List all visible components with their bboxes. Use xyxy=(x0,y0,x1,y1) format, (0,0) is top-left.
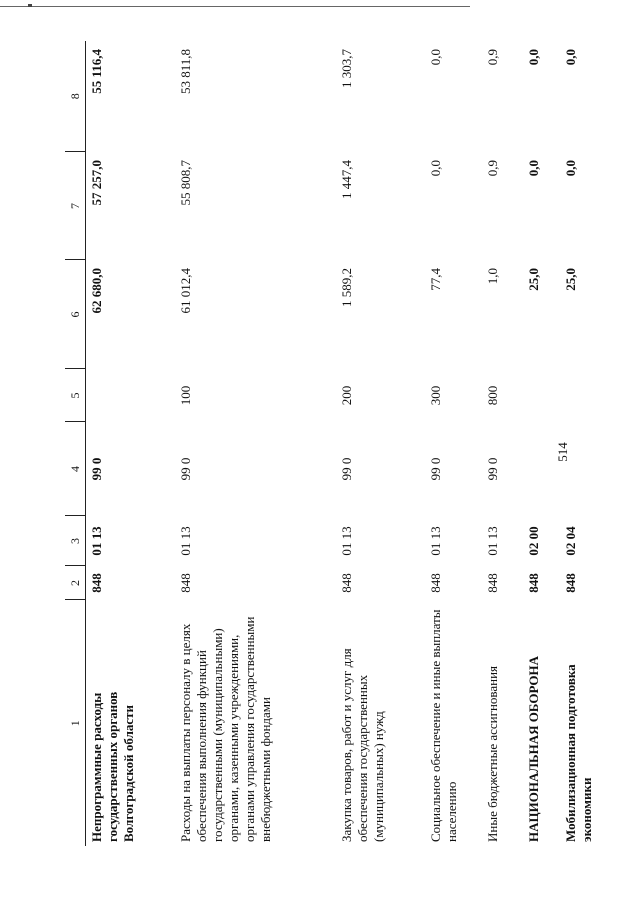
cell-amount: 61 012,4 xyxy=(178,268,193,314)
table-row xyxy=(482,41,523,846)
cell-amount: 1 303,7 xyxy=(339,49,354,88)
cell-amount: 0,0 xyxy=(428,49,443,66)
cell-type: 800 xyxy=(485,385,500,406)
cell-amount: 25,0 xyxy=(526,268,541,291)
cell-section: 02 00 xyxy=(526,526,541,556)
cell-type xyxy=(523,369,560,422)
row-name: Иные бюджетные ассигнования xyxy=(485,665,500,842)
table-row xyxy=(175,41,336,846)
header-cell: 6 xyxy=(65,260,86,369)
scan-top-rule xyxy=(0,6,470,7)
cell-code: 848 xyxy=(428,573,443,593)
cell-type xyxy=(560,369,595,422)
cell-section: 01 13 xyxy=(428,526,443,556)
header-cell: 3 xyxy=(65,516,86,566)
header-cell: 2 xyxy=(65,566,86,600)
cell-target xyxy=(560,422,595,516)
cell-amount: 77,4 xyxy=(428,268,443,291)
cell-amount: 57 257,0 xyxy=(89,160,104,206)
header-cell: 8 xyxy=(65,41,86,152)
cell-amount: 1,0 xyxy=(485,268,500,285)
header-cell: 4 xyxy=(65,422,86,516)
cell-code: 848 xyxy=(178,573,193,593)
cell-type: 200 xyxy=(339,385,354,406)
cell-amount: 0,9 xyxy=(485,160,500,177)
cell-type xyxy=(86,369,176,422)
cell-code: 848 xyxy=(526,573,541,593)
header-cell: 1 xyxy=(65,600,86,846)
cell-code: 848 xyxy=(485,573,500,593)
table-row xyxy=(523,41,560,846)
page-number: 514 xyxy=(555,442,570,462)
row-name: Непрограммные расходы государственных органов Волгоградской области xyxy=(89,691,136,842)
cell-code: 848 xyxy=(563,573,578,593)
table-header-row xyxy=(65,41,86,846)
table-row xyxy=(86,41,176,846)
cell-section: 01 13 xyxy=(178,526,193,556)
cell-code: 848 xyxy=(89,573,104,593)
cell-amount: 0,0 xyxy=(563,49,578,66)
cell-section: 01 13 xyxy=(89,526,104,556)
row-name: Мобилизационная подготовка экономики xyxy=(563,664,594,842)
cell-amount: 55 808,7 xyxy=(178,160,193,206)
cell-amount: 1 447,4 xyxy=(339,160,354,199)
cell-section: 02 04 xyxy=(563,526,578,556)
cell-amount: 1 589,2 xyxy=(339,268,354,307)
cell-code: 848 xyxy=(339,573,354,593)
cell-target: 99 0 xyxy=(428,457,443,481)
cell-amount: 0,0 xyxy=(428,160,443,177)
cell-target: 99 0 xyxy=(485,457,500,481)
table-row xyxy=(425,41,482,846)
table-row xyxy=(560,41,595,846)
row-name: Закупка товаров, работ и услуг для обеспечения государственных (муниципальных) нужд xyxy=(339,648,386,842)
cell-amount: 0,9 xyxy=(485,49,500,66)
cell-type: 300 xyxy=(428,385,443,406)
cell-type: 100 xyxy=(178,385,193,406)
cell-amount: 0,0 xyxy=(526,160,541,177)
cell-target xyxy=(523,422,560,516)
cell-amount: 62 680,0 xyxy=(89,268,104,314)
cell-amount: 25,0 xyxy=(563,268,578,291)
header-cell: 5 xyxy=(65,369,86,422)
cell-target: 99 0 xyxy=(178,457,193,481)
row-name: НАЦИОНАЛЬНАЯ ОБОРОНА xyxy=(526,656,541,842)
cell-target: 99 0 xyxy=(89,457,104,481)
row-name: Социальное обеспечение и иные выплаты населению xyxy=(428,609,459,842)
cell-target: 99 0 xyxy=(339,457,354,481)
cell-amount: 0,0 xyxy=(526,49,541,66)
row-name: Расходы на выплаты персоналу в целях обеспечения выполнения функций государственными (муниципальными) органами, казенными учреждениями, органами управления государственными внебюджетными фондами xyxy=(178,616,273,842)
budget-table xyxy=(65,41,595,846)
scan-speck xyxy=(28,4,32,7)
table-row xyxy=(336,41,425,846)
header-cell: 7 xyxy=(65,152,86,260)
cell-amount: 0,0 xyxy=(563,160,578,177)
cell-amount: 53 811,8 xyxy=(178,49,193,95)
cell-section: 01 13 xyxy=(339,526,354,556)
cell-section: 01 13 xyxy=(485,526,500,556)
cell-amount: 55 116,4 xyxy=(89,49,104,94)
